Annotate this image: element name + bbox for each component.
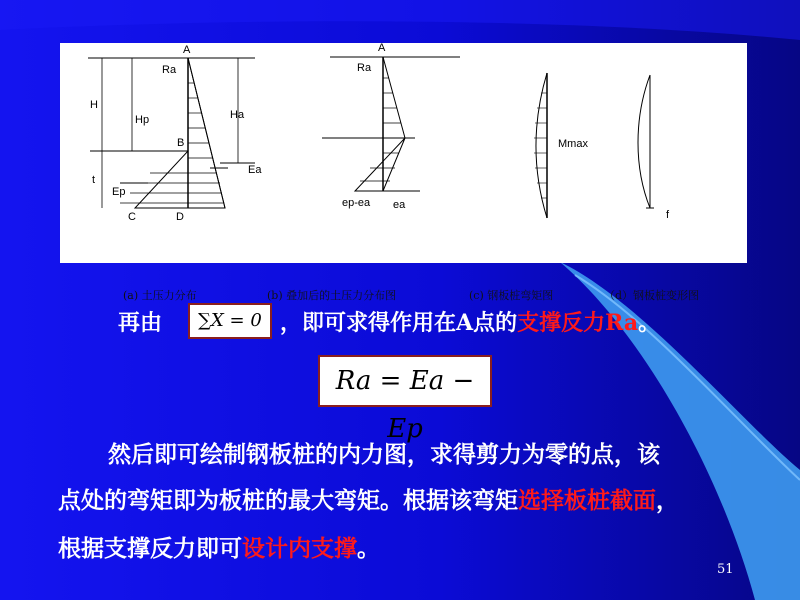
para-line-2 — [58, 482, 778, 515]
para-line-3 — [58, 530, 778, 563]
para-line3-start: 根据支撑反力即可 — [58, 535, 242, 562]
para-line3-red: 设计内支撑 — [242, 535, 357, 562]
diagram-b — [322, 43, 460, 211]
ra-formula-box — [318, 355, 492, 444]
label-Ra-b: Ra — [357, 62, 372, 74]
caption-d: （d）钢板桩变形图 — [604, 289, 700, 302]
label-Hp: Hp — [135, 114, 150, 126]
caption-b: (b) 叠加后的土压力分布图 — [267, 289, 397, 302]
label-A-b: A — [378, 43, 386, 54]
label-t: t — [92, 174, 96, 186]
label-ea: ea — [393, 199, 406, 211]
diagram-c — [534, 73, 588, 218]
sum-formula-box — [188, 303, 272, 339]
caption-c: (c) 钢板桩弯矩图 — [469, 289, 554, 302]
label-B: B — [177, 137, 185, 149]
label-A: A — [183, 44, 191, 56]
pile-diagram-figure — [60, 43, 747, 302]
sum-formula: ∑X = 0 — [198, 310, 262, 331]
label-H: H — [90, 99, 98, 111]
line1-red: 支撑反力Ra — [517, 310, 639, 336]
line1-start: 再由 — [118, 310, 163, 336]
ra-formula: Ra = Ea − Ep — [335, 366, 475, 444]
label-Ea: Ea — [248, 164, 262, 176]
label-f: f — [666, 209, 670, 221]
para-line2-end: ， — [656, 487, 679, 514]
para-line2-red: 选择板桩截面 — [518, 487, 656, 514]
label-D: D — [176, 211, 184, 223]
caption-a: (a) 土压力分布 — [123, 289, 197, 302]
line1-end: 。 — [638, 310, 661, 336]
pile-diagrams — [60, 43, 747, 263]
diagram-d — [638, 75, 670, 221]
diagram-a — [88, 44, 262, 223]
para-line3-end: 。 — [357, 535, 380, 562]
para-line-1 — [108, 436, 800, 469]
page-number: 51 — [717, 562, 734, 577]
label-Mmax: Mmax — [558, 138, 588, 150]
line1-mid: ，即可求得作用在A点的 — [280, 310, 518, 336]
line1-rest — [280, 306, 660, 337]
para-line1-text: 然后即可绘制钢板桩的内力图，求得剪力为零的点，该 — [108, 441, 660, 468]
label-Ra: Ra — [162, 64, 177, 76]
label-Ep: Ep — [112, 186, 126, 198]
para-line2-start: 点处的弯矩即为板桩的最大弯矩。根据该弯矩 — [58, 487, 518, 514]
label-ep-ea: ep-ea — [342, 197, 371, 209]
label-Ha: Ha — [230, 109, 245, 121]
label-C: C — [128, 211, 136, 223]
